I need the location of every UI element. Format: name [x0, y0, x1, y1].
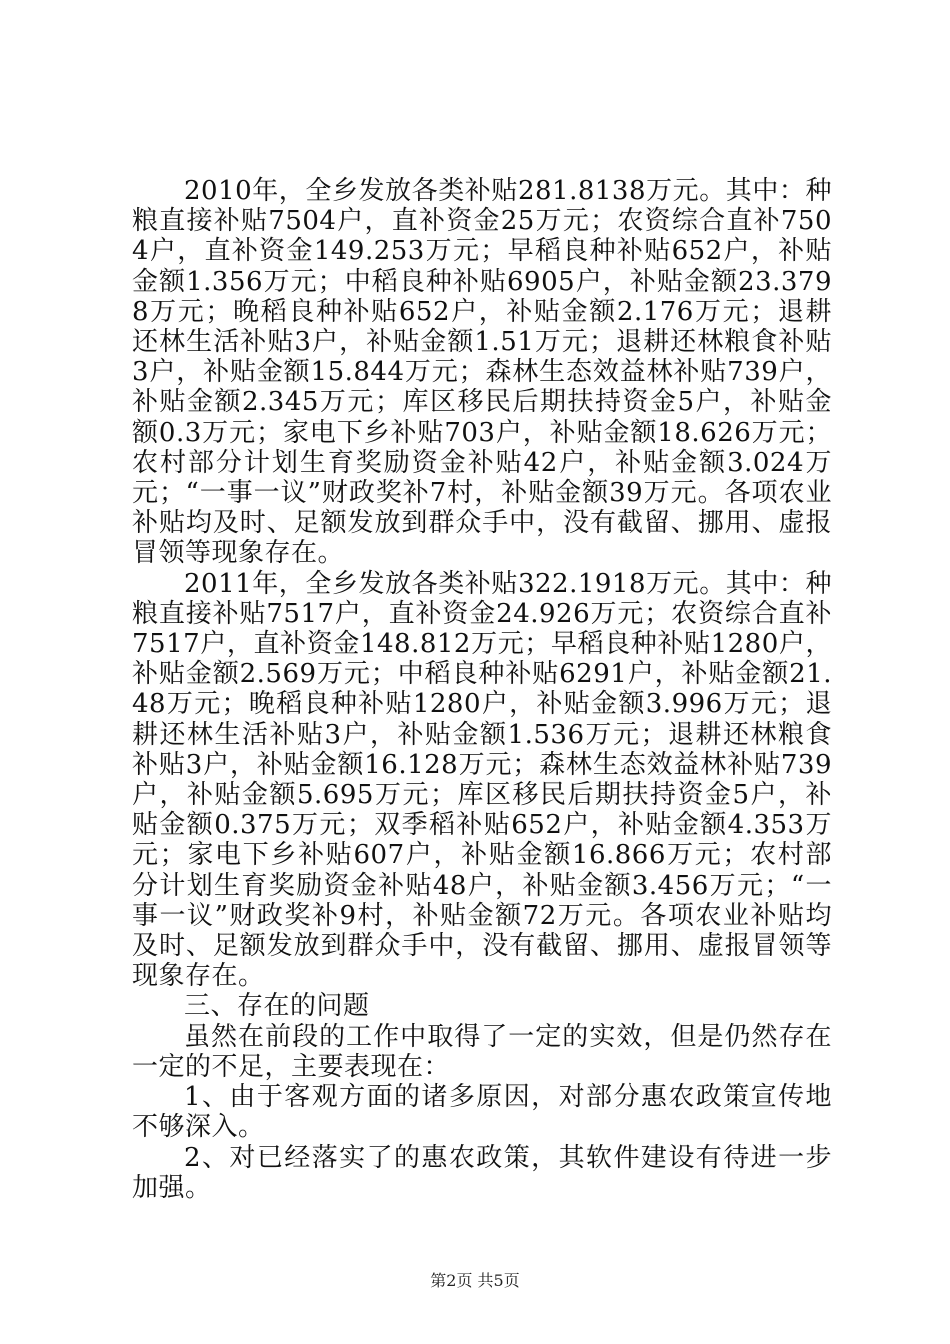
document-body	[132, 176, 832, 1203]
section-heading-problems: 三、存在的问题	[184, 991, 370, 1022]
list-item-problem-1: 1、由于客观方面的诸多原因，对部分惠农政策宣传地不够深入。	[132, 1082, 832, 1143]
paragraph-2010-subsidies: 2010年，全乡发放各类补贴281.8138万元。其中：种粮直接补贴7504户，直补资金25万元；农资综合直补7504户，直补资金149.253万元；早稻良种补贴652户，补贴金额1.356万元；中稻良种补贴6905户，补贴金额23.3798万元；晚稻良种补贴652户，补贴金额2.176万元；退耕还林生活补贴3户，补贴金额1.51万元；退耕还林粮食补贴3户，补贴金额15.844万元；森林生态效益林补贴739户，补贴金额2.345万元；库区移民后期扶持资金5户，补贴金额0.3万元；家电下乡补贴703户，补贴金额18.626万元；农村部分计划生育奖励资金补贴42户，补贴金额3.024万元；“一事一议”财政奖补7村，补贴金额39万元。各项农业补贴均及时、足额发放到群众手中，没有截留、挪用、虚报冒领等现象存在。	[132, 176, 832, 569]
list-item-problem-2: 2、对已经落实了的惠农政策，其软件建设有待进一步加强。	[132, 1142, 832, 1203]
page-footer: 第2页 共5页	[430, 1271, 520, 1290]
paragraph-problems-intro: 虽然在前段的工作中取得了一定的实效，但是仍然存在一定的不足，主要表现在：	[132, 1021, 832, 1082]
paragraph-2011-subsidies: 2011年，全乡发放各类补贴322.1918万元。其中：种粮直接补贴7517户，直补资金24.926万元；农资综合直补7517户，直补资金148.812万元；早稻良种补贴1280户，补贴金额2.569万元；中稻良种补贴6291户，补贴金额21.48万元；晚稻良种补贴1280户，补贴金额3.996万元；退耕还林生活补贴3户，补贴金额1.536万元；退耕还林粮食补贴3户，补贴金额16.128万元；森林生态效益林补贴739户，补贴金额5.695万元；库区移民后期扶持资金5户，补贴金额0.375万元；双季稻补贴652户，补贴金额4.353万元；家电下乡补贴607户，补贴金额16.866万元；农村部分计划生育奖励资金补贴48户，补贴金额3.456万元；“一事一议”财政奖补9村，补贴金额72万元。各项农业补贴均及时、足额发放到群众手中，没有截留、挪用、虚报冒领等现象存在。	[132, 568, 832, 992]
